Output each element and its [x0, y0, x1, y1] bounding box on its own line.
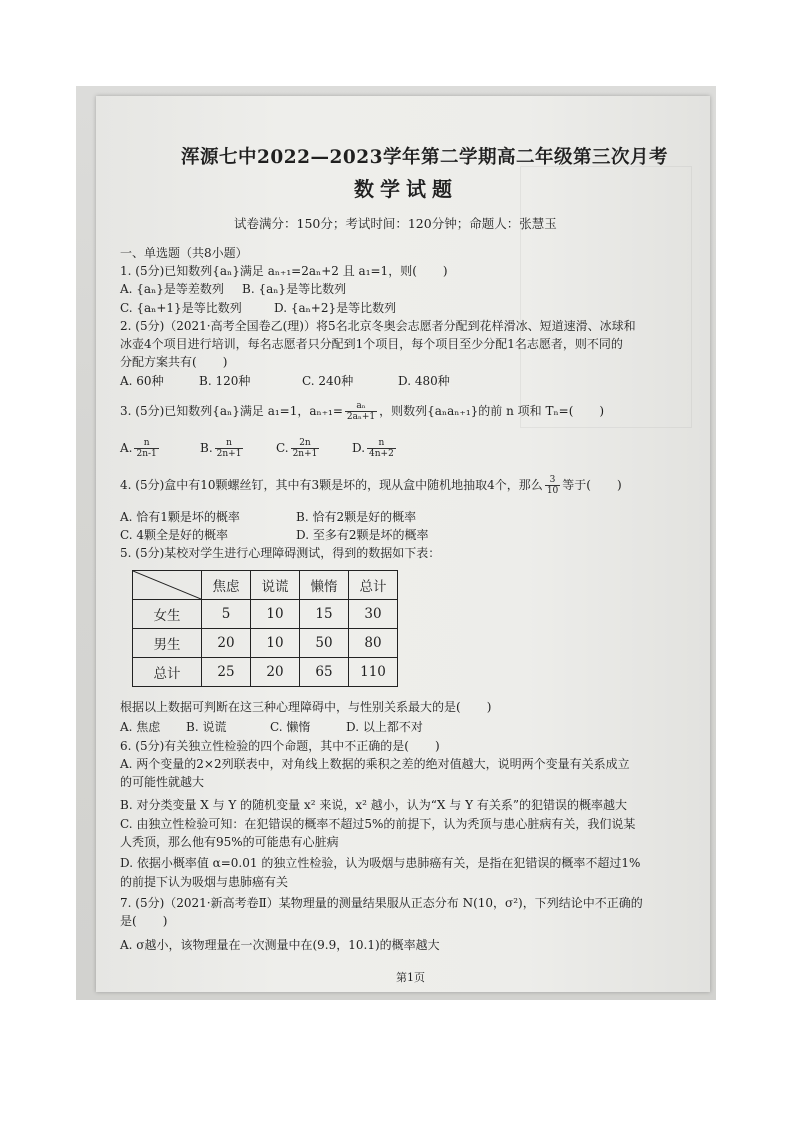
question-6-option-d-line-1: D. 依据小概率值 α=0.01 的独立性检验，认为吸烟与患肺癌有关，是指在犯错误的概率不超过1% — [120, 856, 641, 870]
table-header-cell: 焦虑 — [202, 571, 251, 600]
question-2-line-3: 分配方案共有( ) — [120, 355, 228, 369]
table-header-cell: 说谎 — [251, 571, 300, 600]
question-4-option-d: D. 至多有2颗是坏的概率 — [296, 528, 429, 542]
table-cell: 110 — [349, 658, 398, 687]
question-5-option-c: C. 懒惰 — [270, 720, 311, 734]
question-1-option-c: C. {aₙ+1}是等比数列 — [120, 301, 242, 315]
table-row — [133, 658, 398, 687]
question-3-option-d: D. $\frac{n}{4n+2}$ — [352, 438, 394, 459]
table-cell: 10 — [251, 629, 300, 658]
question-3-option-b: B. $\frac{n}{2n+1}$ — [200, 438, 242, 459]
exam-title: 浑源七中2022—2023学年第二学期高二年级第三次月考 — [181, 147, 668, 168]
section-heading: 一、单选题（共8小题） — [120, 246, 248, 260]
table-cell: 25 — [202, 658, 251, 687]
diagonal-line — [133, 571, 201, 599]
question-5-option-a: A. 焦虑 — [120, 720, 161, 734]
question-4-option-b: B. 恰有2颗是好的概率 — [296, 510, 417, 524]
question-6-option-b: B. 对分类变量 X 与 Y 的随机变量 x² 来说，x² 越小，认为“X 与 Y 有关系”的犯错误的概率越大 — [120, 798, 627, 812]
table-row-label: 总计 — [133, 658, 202, 687]
fraction: $\frac{\text{aₙ}}{\text{2aₙ+1}}$ — [346, 401, 376, 422]
question-5-stem: 5. (5分)某校对学生进行心理障碍测试，得到的数据如下表： — [120, 546, 441, 560]
table-cell: 65 — [300, 658, 349, 687]
question-5-option-d: D. 以上都不对 — [346, 720, 423, 734]
question-2-option-a: A. 60种 — [120, 374, 164, 388]
table-corner-cell — [133, 571, 202, 600]
table-row-label: 女生 — [133, 600, 202, 629]
table-cell: 15 — [300, 600, 349, 629]
question-1-option-a: A. {aₙ}是等差数列 — [120, 282, 224, 296]
question-7-option-a: A. σ越小，该物理量在一次测量中在(9.9，10.1)的概率越大 — [120, 938, 440, 952]
table-cell: 5 — [202, 600, 251, 629]
table-cell: 20 — [251, 658, 300, 687]
question-6-stem: 6. (5分)有关独立性检验的四个命题，其中不正确的是( ) — [120, 739, 440, 753]
table-row-label: 男生 — [133, 629, 202, 658]
table-header-cell: 懒惰 — [300, 571, 349, 600]
data-table — [132, 570, 398, 687]
question-2-option-b: B. 120种 — [199, 374, 251, 388]
question-6-option-c-line-2: 人秃顶，那么他有95%的可能患有心脏病 — [120, 835, 339, 849]
table-cell: 10 — [251, 600, 300, 629]
question-2-option-d: D. 480种 — [398, 374, 450, 388]
table-cell: 50 — [300, 629, 349, 658]
question-6-option-d-line-2: 的前提下认为吸烟与患肺癌有关 — [120, 875, 289, 889]
question-3-option-c: C. $\frac{2n}{2n+1}$ — [276, 438, 318, 459]
show-through-shadow — [520, 166, 692, 428]
question-4-option-a: A. 恰有1颗是坏的概率 — [120, 510, 240, 524]
table-row — [133, 600, 398, 629]
table-cell: 80 — [349, 629, 398, 658]
table-header-row — [133, 571, 398, 600]
question-4-option-c: C. 4颗全是好的概率 — [120, 528, 229, 542]
question-6-option-c-line-1: C. 由独立性检验可知：在犯错误的概率不超过5%的前提下，认为秃顶与患心脏病有关，我们说某 — [120, 817, 636, 831]
question-2-line-2: 冰壶4个项目进行培训，每名志愿者只分配到1个项目，每个项目至少分配1名志愿者，则不同的 — [120, 337, 623, 351]
question-1-option-d: D. {aₙ+2}是等比数列 — [274, 301, 397, 315]
question-3-stem: 3. (5分)已知数列{aₙ}满足 a₁=1，aₙ₊₁= $\frac{\text{aₙ}}{\text{2aₙ+1}}$ ，则数列{aₙaₙ₊₁}的前 n 项和 Tₙ=( ) — [120, 401, 605, 422]
page-number: 第1页 — [396, 971, 425, 984]
exam-meta: 试卷满分：150分；考试时间：120分钟；命题人：张慧玉 — [234, 216, 557, 231]
question-1-stem: 1. (5分)已知数列{aₙ}满足 aₙ₊₁=2aₙ+2 且 a₁=1，则( ) — [120, 264, 448, 278]
question-2-option-c: C. 240种 — [302, 374, 354, 388]
table-header-cell: 总计 — [349, 571, 398, 600]
question-2-line-1: 2. (5分)（2021·高考全国卷乙(理)）将5名北京冬奥会志愿者分配到花样滑冰、短道速滑、冰球和 — [120, 319, 636, 333]
question-1-option-b: B. {aₙ}是等比数列 — [242, 282, 347, 296]
question-5-conclusion: 根据以上数据可判断在这三种心理障碍中，与性别关系最大的是( ) — [120, 700, 492, 714]
table-cell: 30 — [349, 600, 398, 629]
question-7-line-2: 是( ) — [120, 914, 168, 928]
question-6-option-a-line-2: 的可能性就越大 — [120, 775, 205, 789]
question-3-option-a: A. $\frac{n}{2n-1}$ — [120, 438, 157, 459]
table-cell: 20 — [202, 629, 251, 658]
question-4-stem: 4. (5分)盒中有10颗螺丝钉，其中有3颗是坏的，现从盒中随机地抽取4个，那么 $\frac{3}{10}$ 等于( ) — [120, 475, 622, 496]
table-row — [133, 629, 398, 658]
question-5-option-b: B. 说谎 — [186, 720, 227, 734]
question-6-option-a-line-1: A. 两个变量的2×2列联表中，对角线上数据的乘积之差的绝对值越大，说明两个变量有关系成立 — [120, 757, 630, 771]
exam-sheet — [96, 96, 710, 992]
exam-subtitle: 数学试题 — [354, 177, 458, 201]
question-7-line-1: 7. (5分)（2021·新高考卷Ⅱ）某物理量的测量结果服从正态分布 N(10，σ²)，下列结论中不正确的 — [120, 896, 643, 910]
